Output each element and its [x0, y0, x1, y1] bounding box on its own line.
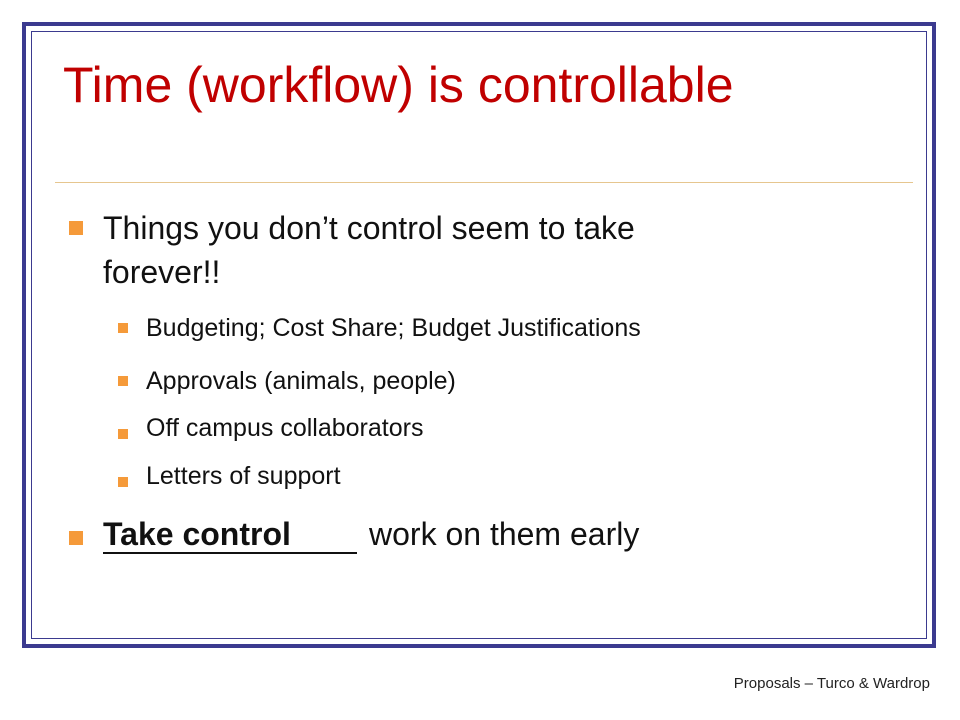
bullet-2-text: work on them early: [369, 516, 640, 552]
sub-bullet-square-icon: [118, 429, 128, 439]
sub-bullet-square-icon: [118, 477, 128, 487]
slide-title: Time (workflow) is controllable: [63, 57, 734, 113]
bullet-square-icon: [69, 531, 83, 545]
underlined-blank: Take control: [103, 516, 357, 554]
bullet-1-line-2: forever!!: [103, 254, 221, 290]
sub-bullet-3: Off campus collaborators: [146, 414, 424, 442]
sub-bullet-4: Letters of support: [146, 462, 341, 490]
sub-bullet-2: Approvals (animals, people): [146, 367, 456, 395]
sub-bullet-square-icon: [118, 376, 128, 386]
sub-bullet-1: Budgeting; Cost Share; Budget Justifications: [146, 314, 641, 342]
slide-footer: Proposals – Turco & Wardrop: [733, 675, 930, 692]
bullet-2: [103, 514, 639, 554]
bullet-1-line-1: Things you don’t control seem to take: [103, 210, 635, 246]
title-divider: [55, 182, 913, 183]
bullet-square-icon: [69, 221, 83, 235]
sub-bullet-square-icon: [118, 323, 128, 333]
